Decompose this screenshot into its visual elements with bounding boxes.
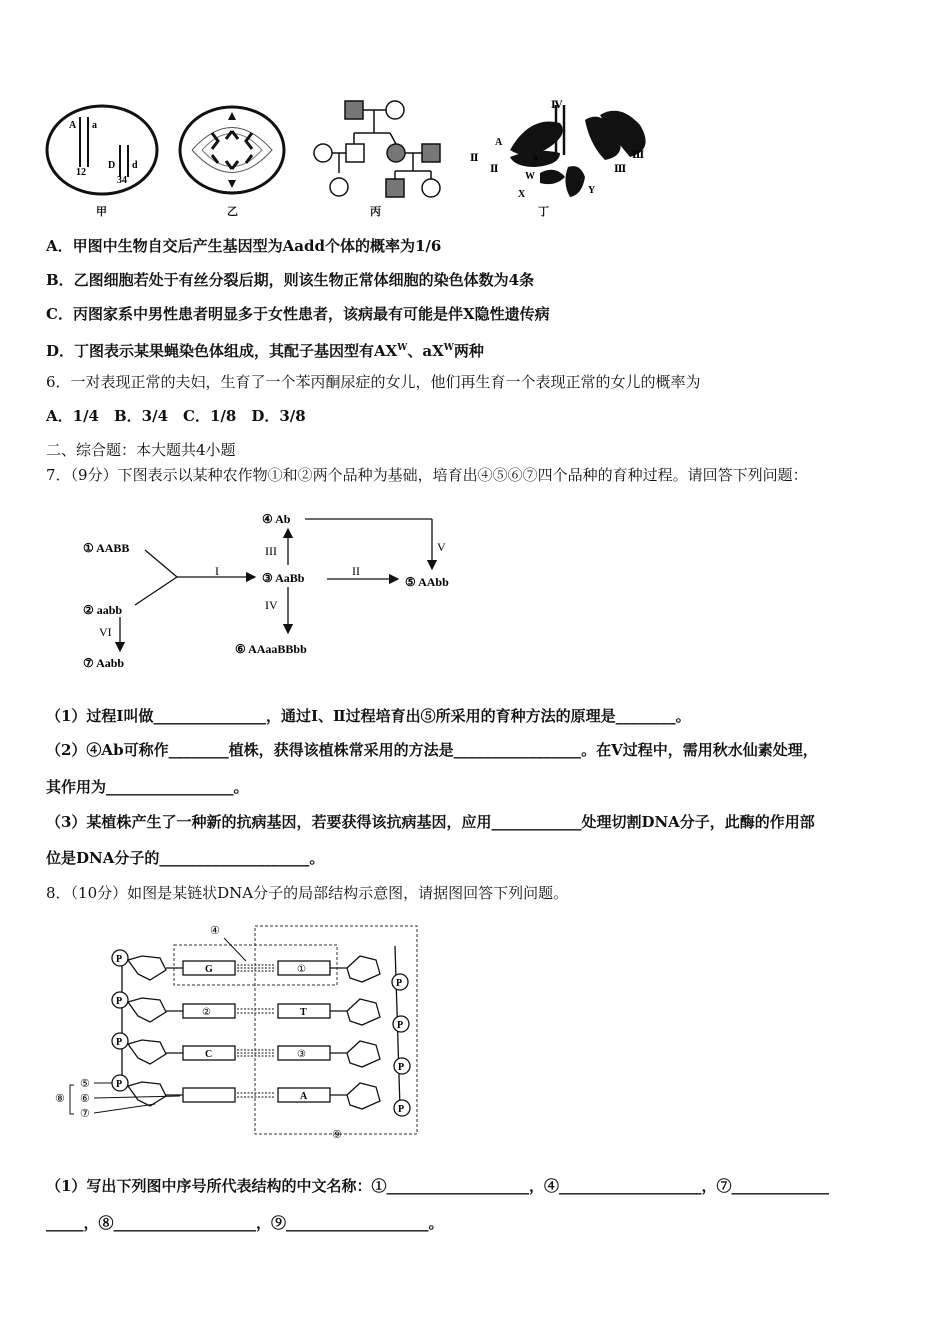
jia-label-34: 34 <box>117 175 127 186</box>
svg-text:P: P <box>397 1020 404 1031</box>
q8-label-6: ⑥ <box>80 1093 90 1105</box>
ding-label-A: A <box>495 137 503 148</box>
dna-row-1 <box>112 950 408 990</box>
q8-sub1-line2: _____，⑧___________________，⑨___________________。 <box>46 1214 444 1232</box>
q8-label-7: ⑦ <box>80 1108 90 1120</box>
jia-label-D: D <box>108 160 116 171</box>
q7-breeding-diagram <box>75 505 475 675</box>
q7-node-3: ③ AaBb <box>262 571 305 585</box>
ding-label-II-left2: Ⅱ <box>490 164 499 175</box>
q7-node-1: ① AABB <box>83 541 130 555</box>
figure-ding-karyotype <box>470 100 646 200</box>
svg-text:T: T <box>300 1007 307 1018</box>
q7-process-III: III <box>265 544 277 558</box>
dna-row-4 <box>112 1075 410 1116</box>
q7-process-IV: IV <box>265 598 278 612</box>
section2-heading: 二、综合题：本大题共4小题 <box>46 441 236 459</box>
q7-sub2-line1: （2）④Ab可称作________植株，获得该植株常采用的方法是_________________。在V过程中，需用秋水仙素处理， <box>46 741 818 759</box>
caption-jia: 甲 <box>96 205 107 218</box>
svg-text:G: G <box>205 964 213 975</box>
q7-sub1: （1）过程I叫做_______________，通过I、Ⅱ过程培育出⑤所采用的育种方法的原理是________。 <box>46 707 691 725</box>
ding-label-III-right2: Ⅲ <box>614 164 627 175</box>
q7-sub2-line2: 其作用为_________________。 <box>46 778 249 796</box>
q7-process-VI: VI <box>99 625 112 639</box>
q7-node-7: ⑦ Aabb <box>83 656 125 670</box>
ding-label-X: X <box>518 189 526 200</box>
svg-text:②: ② <box>202 1007 211 1018</box>
q7-node-6: ⑥ AAaaBBbb <box>235 642 307 656</box>
q7-sub3-line2: 位是DNA分子的____________________。 <box>46 849 325 867</box>
q5-option-a: A．甲图中生物自交后产生基因型为Aadd个体的概率为1/6 <box>46 237 442 255</box>
svg-text:①: ① <box>297 964 306 975</box>
q8-label-8: ⑧ <box>55 1093 65 1105</box>
q7-node-2: ② aabb <box>83 603 123 617</box>
figure-yi-cell <box>180 107 284 193</box>
q5-option-d: D．丁图表示某果蝇染色体组成，其配子基因型有$AX^W$、$aX^W$两种 <box>46 342 484 360</box>
svg-text:A: A <box>300 1091 308 1102</box>
q7-node-5: ⑤ AAbb <box>405 575 449 589</box>
q8-label-5: ⑤ <box>80 1078 90 1090</box>
svg-text:③: ③ <box>297 1049 306 1060</box>
q7-stem: 7．（9分）下图表示以某种农作物①和②两个品种为基础，培育出④⑤⑥⑦四个品种的育种过程。请回答下列问题： <box>46 466 808 484</box>
q5-option-b: B．乙图细胞若处于有丝分裂后期，则该生物正常体细胞的染色体数为4条 <box>46 271 535 289</box>
ding-label-a: a <box>533 152 538 162</box>
jia-label-A: A <box>69 120 77 131</box>
ding-label-IV: Ⅳ <box>551 100 563 111</box>
svg-text:P: P <box>396 978 403 989</box>
caption-yi: 乙 <box>227 205 238 218</box>
q6-options: A．1/4 B．3/4 C．1/8 D．3/8 <box>46 407 306 425</box>
q6-stem: 6．一对表现正常的夫妇，生育了一个苯丙酮尿症的女儿，他们再生育一个表现正常的女儿的概率为 <box>46 373 701 391</box>
q8-dna-diagram <box>50 918 430 1143</box>
q7-sub3-line1: （3）某植株产生了一种新的抗病基因，若要获得该抗病基因，应用____________处理切割DNA分子，此酶的作用部 <box>46 813 815 831</box>
q7-process-I: I <box>215 564 219 578</box>
svg-text:P: P <box>116 1079 123 1090</box>
q7-process-V: V <box>437 540 446 554</box>
q7-process-II: II <box>352 564 360 578</box>
ding-label-II-left: Ⅱ <box>470 153 479 164</box>
dna-row-3 <box>112 1033 410 1074</box>
q8-label-4: ④ <box>210 925 220 937</box>
svg-text:P: P <box>398 1062 405 1073</box>
q8-stem: 8．（10分）如图是某链状DNA分子的局部结构示意图，请据图回答下列问题。 <box>46 884 569 902</box>
jia-label-d: d <box>132 160 138 171</box>
svg-text:C: C <box>205 1049 213 1060</box>
q8-sub1-line1: （1）写出下列图中序号所代表结构的中文名称：①___________________，④___________________，⑦_____________ <box>46 1177 829 1195</box>
dna-row-2 <box>112 992 409 1032</box>
q5-option-c: C．丙图家系中男性患者明显多于女性患者，该病最有可能是伴X隐性遗传病 <box>46 305 550 323</box>
ding-label-Y: Y <box>588 185 596 196</box>
genetics-figure-row <box>40 95 660 220</box>
q7-node-4: ④ Ab <box>262 512 291 526</box>
caption-bing: 丙 <box>370 205 381 218</box>
figure-bing-pedigree <box>314 101 440 197</box>
svg-text:P: P <box>116 1037 123 1048</box>
ding-label-W: W <box>525 171 535 182</box>
svg-text:P: P <box>398 1104 405 1115</box>
jia-label-12: 12 <box>76 167 86 178</box>
svg-text:P: P <box>116 954 123 965</box>
jia-label-a: a <box>92 120 97 131</box>
caption-ding: 丁 <box>538 205 549 218</box>
figure-jia-cell <box>47 106 157 194</box>
q8-label-9: ⑨ <box>332 1129 342 1141</box>
svg-text:P: P <box>116 996 123 1007</box>
ding-label-III-right: Ⅲ <box>632 150 645 161</box>
